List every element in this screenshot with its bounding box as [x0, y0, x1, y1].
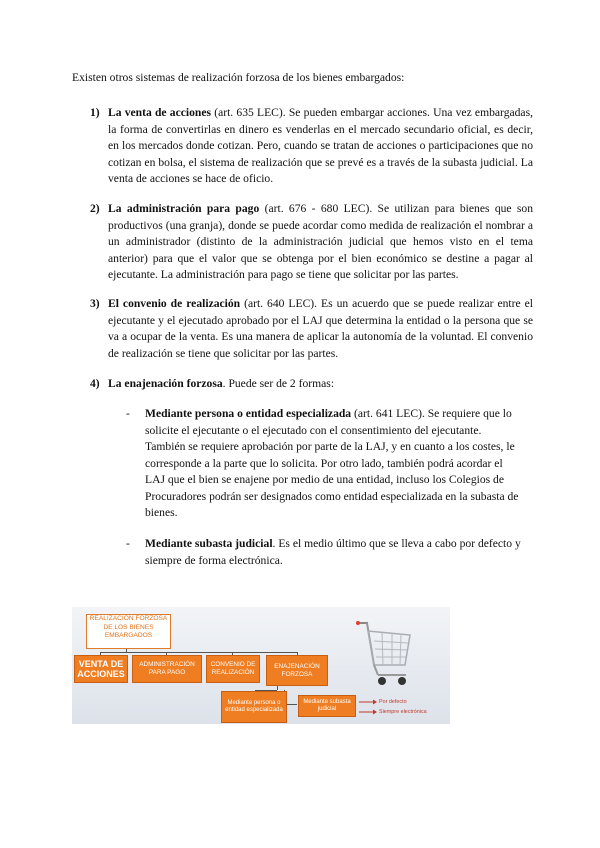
- subitem-text: . Es el medio último que se lleva a cabo por defecto y siempre de forma electrónica.: [145, 537, 521, 567]
- diagram-root-box: [86, 614, 171, 649]
- subitem-dash: -: [126, 537, 130, 550]
- subitem-body: [145, 406, 523, 522]
- diagram-subasta-label: Mediante subasta judicial: [303, 698, 351, 712]
- diagram-administracion-box: [132, 655, 202, 683]
- diagram-enajenacion-box: [266, 655, 328, 686]
- list-item-body: [108, 201, 533, 284]
- list-item-body: [108, 105, 533, 188]
- list-item-body: [108, 376, 533, 393]
- list-item-text: . Puede ser de 2 formas:: [222, 377, 335, 390]
- list-item-number: 4): [90, 377, 100, 390]
- diagram-persona-box: [221, 691, 287, 723]
- list-item-title: La administración para pago: [108, 202, 260, 215]
- subitem-dash: -: [126, 407, 130, 420]
- diagram-persona-label: Mediante persona o entidad especializada: [225, 699, 283, 713]
- legend-por-defecto: Por defecto: [379, 699, 407, 705]
- list-item-title: La enajenación forzosa: [108, 377, 223, 390]
- list-item-text: (art. 640 LEC). Es un acuerdo que se puede realizar entre el ejecutante y el ejecutado aprobado por el LAJ que determina la entidad o la persona que se va a ocupar de la venta. Es una manera de aplicar la autonomía de la voluntad. El convenio de realización se tiene que solicitar por las partes.: [108, 297, 533, 360]
- shopping-cart-icon: [354, 615, 414, 693]
- subitem-body: [145, 536, 523, 569]
- legend-siempre-electronica: Siempre electrónica: [379, 709, 427, 715]
- subitem-title: Mediante persona o entidad especializada: [145, 407, 352, 420]
- list-item-title: La venta de acciones: [108, 106, 211, 119]
- subitem-text: (art. 641 LEC). Se requiere que lo solicite el ejecutante o el ejecutado con el consentimiento del ejecutante. También se requiere aprobación por parte de la LAJ, y en cuanto a los costes, le corresponde a la parte que lo solicita. Por otro lado, también podrá acordar el LAJ que el bien se enajene por medio de una entidad, incluso los Colegios de Procuradores podrán ser designados como entidad especializada en la subasta de bienes.: [145, 407, 519, 519]
- list-item-text: (art. 676 - 680 LEC). Se utilizan para bienes que son productivos (una granja), donde se puede acordar como medida de realización el nombrar a un administrador (distinto de la administración judicial que hemos visto en el tema anterior) para que el valor que se obtenga por el bien económico se destine a pagar al ejecutante. La administración para pago se tiene que solicitar por las partes.: [108, 202, 533, 281]
- diagram-subasta-box: [298, 695, 356, 717]
- diagram-venta-acciones-label: VENTA DE ACCIONES: [77, 659, 125, 679]
- intro-paragraph: Existen otros sistemas de realización forzosa de los bienes embargados:: [72, 71, 405, 84]
- list-item-number: 1): [90, 106, 100, 119]
- list-item-body: [108, 296, 533, 362]
- list-item-number: 3): [90, 297, 100, 310]
- diagram-enajenacion-label: ENAJENACIÓN FORZOSA: [274, 662, 320, 678]
- subitem-title: Mediante subasta judicial: [145, 537, 273, 550]
- diagram-convenio-label: CONVENIO DE REALIZACIÓN: [210, 661, 256, 676]
- list-item-number: 2): [90, 202, 100, 215]
- list-item-text: (art. 635 LEC). Se pueden embargar acciones. Una vez embargadas, la forma de convertirlas en dinero es venderlas en el mercado secundario oficial, es decir, en los mercados donde cotizan. Pero, cuando se tratan de acciones o participaciones que no cotizan en bolsa, el sistema de realización que se prevé es a través de la subasta judicial. La venta de acciones se hace de oficio.: [108, 106, 533, 185]
- list-item-title: El convenio de realización: [108, 297, 241, 310]
- diagram-root-label: REALIZACIÓN FORZOSA DE LOS BIENES EMBARGADOS: [89, 615, 168, 640]
- realizacion-forzosa-diagram: [72, 607, 450, 724]
- diagram-convenio-box: [206, 655, 260, 683]
- connector-line: [100, 652, 297, 653]
- diagram-venta-acciones-box: [74, 655, 128, 683]
- legend-arrows: [359, 699, 377, 719]
- diagram-administracion-label: ADMINISTRACIÓN PARA PAGO: [139, 661, 195, 676]
